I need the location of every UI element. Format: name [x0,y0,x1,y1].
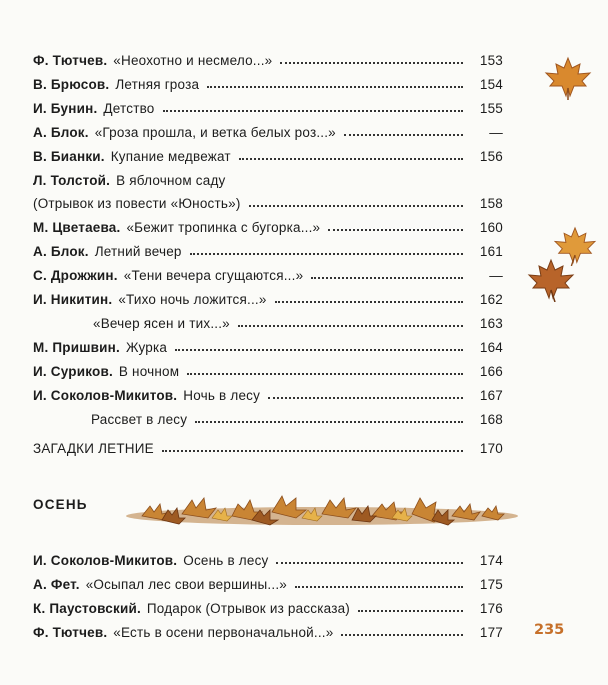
toc-author: А. Блок. [33,125,89,140]
toc-title: Ночь в лесу [183,388,261,403]
toc-title: В яблочном саду [116,173,226,188]
toc-entry [33,285,503,307]
toc-entry [33,237,503,259]
toc-author: Ф. Тютчев. [33,53,108,68]
dot-leader [249,205,463,207]
toc-title: «Неохотно и несмело...» [113,53,273,68]
toc-title: Летний вечер [94,244,182,259]
toc-entry [33,594,503,616]
toc-page-number: — [489,125,503,140]
page-number: 235 [534,622,565,638]
toc-author: А. Блок. [33,244,89,259]
dot-leader [239,158,463,160]
dot-leader [276,562,463,564]
toc-author: С. Дрожжин. [33,268,118,283]
toc-page-number: 153 [479,53,503,68]
toc-title: Рассвет в лесу [91,412,188,427]
toc-page-number: 177 [479,625,503,640]
dot-leader [190,253,463,255]
toc-author: А. Фет. [33,577,80,592]
toc-title: «Тени вечера сгущаются...» [123,268,304,283]
toc-page-number: 166 [479,364,503,379]
toc-title: «Бежит тропинка с бугорка...» [126,220,321,235]
toc-entry [33,570,503,592]
toc-entry [33,189,503,211]
dot-leader [344,134,463,136]
toc-title: «Гроза прошла, и ветка белых роз...» [94,125,336,140]
toc-title: ЗАГАДКИ ЛЕТНИЕ [33,441,154,456]
dot-leader [328,229,463,231]
toc-entry [33,94,503,116]
toc-author: И. Никитин. [33,292,113,307]
toc-title: Подарок (Отрывок из рассказа) [146,601,350,616]
toc-entry [33,70,503,92]
toc-author: В. Брюсов. [33,77,110,92]
toc-entry [33,46,503,68]
autumn-leaves-illustration [122,478,522,528]
dot-leader [268,397,463,399]
toc-entry [93,309,503,331]
dot-leader [187,373,463,375]
dot-leader [295,586,463,588]
toc-title: (Отрывок из повести «Юность») [33,196,241,211]
toc-entry [33,546,503,568]
toc-page-number: 167 [479,388,503,403]
toc-page-number: 154 [479,77,503,92]
toc-entry [33,434,503,456]
toc-author: К. Паустовский. [33,601,141,616]
toc-entry [33,142,503,164]
toc-author: В. Бианки. [33,149,105,164]
toc-page-number: 158 [479,196,503,211]
toc-entry [33,213,503,235]
toc-page-number: 175 [479,577,503,592]
maple-leaf-icon [544,56,592,100]
toc-title: Журка [125,340,168,355]
toc-author: М. Пришвин. [33,340,120,355]
toc-author: Л. Толстой. [33,173,111,188]
toc-author: И. Суриков. [33,364,113,379]
toc-title: Детство [103,101,155,116]
toc-author: М. Цветаева. [33,220,121,235]
toc-title: «Осыпал лес свои вершины...» [85,577,287,592]
toc-page-number: — [489,268,503,283]
dot-leader [163,110,463,112]
toc-title: «Вечер ясен и тих...» [93,316,230,331]
toc-author: И. Соколов-Микитов. [33,388,178,403]
toc-title: В ночном [118,364,180,379]
toc-page-number: 163 [479,316,503,331]
section-title-autumn: ОСЕНЬ [33,497,88,512]
toc-page-number: 170 [479,441,503,456]
toc-title: «Тихо ночь ложится...» [118,292,267,307]
dot-leader [162,450,463,452]
toc-page-number: 161 [479,244,503,259]
toc-page-number: 162 [479,292,503,307]
toc-page-number: 160 [479,220,503,235]
toc-author: И. Бунин. [33,101,98,116]
dot-leader [311,277,463,279]
toc-title: Летняя гроза [115,77,200,92]
dot-leader [341,634,463,636]
toc-entry [33,618,503,640]
toc-page-number: 168 [479,412,503,427]
toc-author: И. Соколов-Микитов. [33,553,178,568]
dot-leader [207,86,463,88]
toc-page-number: 156 [479,149,503,164]
dot-leader [175,349,463,351]
toc-page-number: 176 [479,601,503,616]
toc-title: Купание медвежат [110,149,231,164]
toc-page-number: 174 [479,553,503,568]
dot-leader [238,325,463,327]
toc-entry [33,357,503,379]
dot-leader [280,62,463,64]
toc-entry [33,381,503,403]
dot-leader [195,421,463,423]
toc-page-number: 164 [479,340,503,355]
toc-title: «Есть в осени первоначальной...» [113,625,334,640]
toc-entry [33,166,503,188]
dot-leader [358,610,463,612]
toc-entry [33,261,503,283]
toc-entry [33,118,503,140]
toc-author: Ф. Тютчев. [33,625,108,640]
toc-entry [33,333,503,355]
toc-title: Осень в лесу [183,553,269,568]
dot-leader [275,301,463,303]
toc-page-number: 155 [479,101,503,116]
toc-entry [91,405,503,427]
maple-leaf-icon [526,258,576,302]
